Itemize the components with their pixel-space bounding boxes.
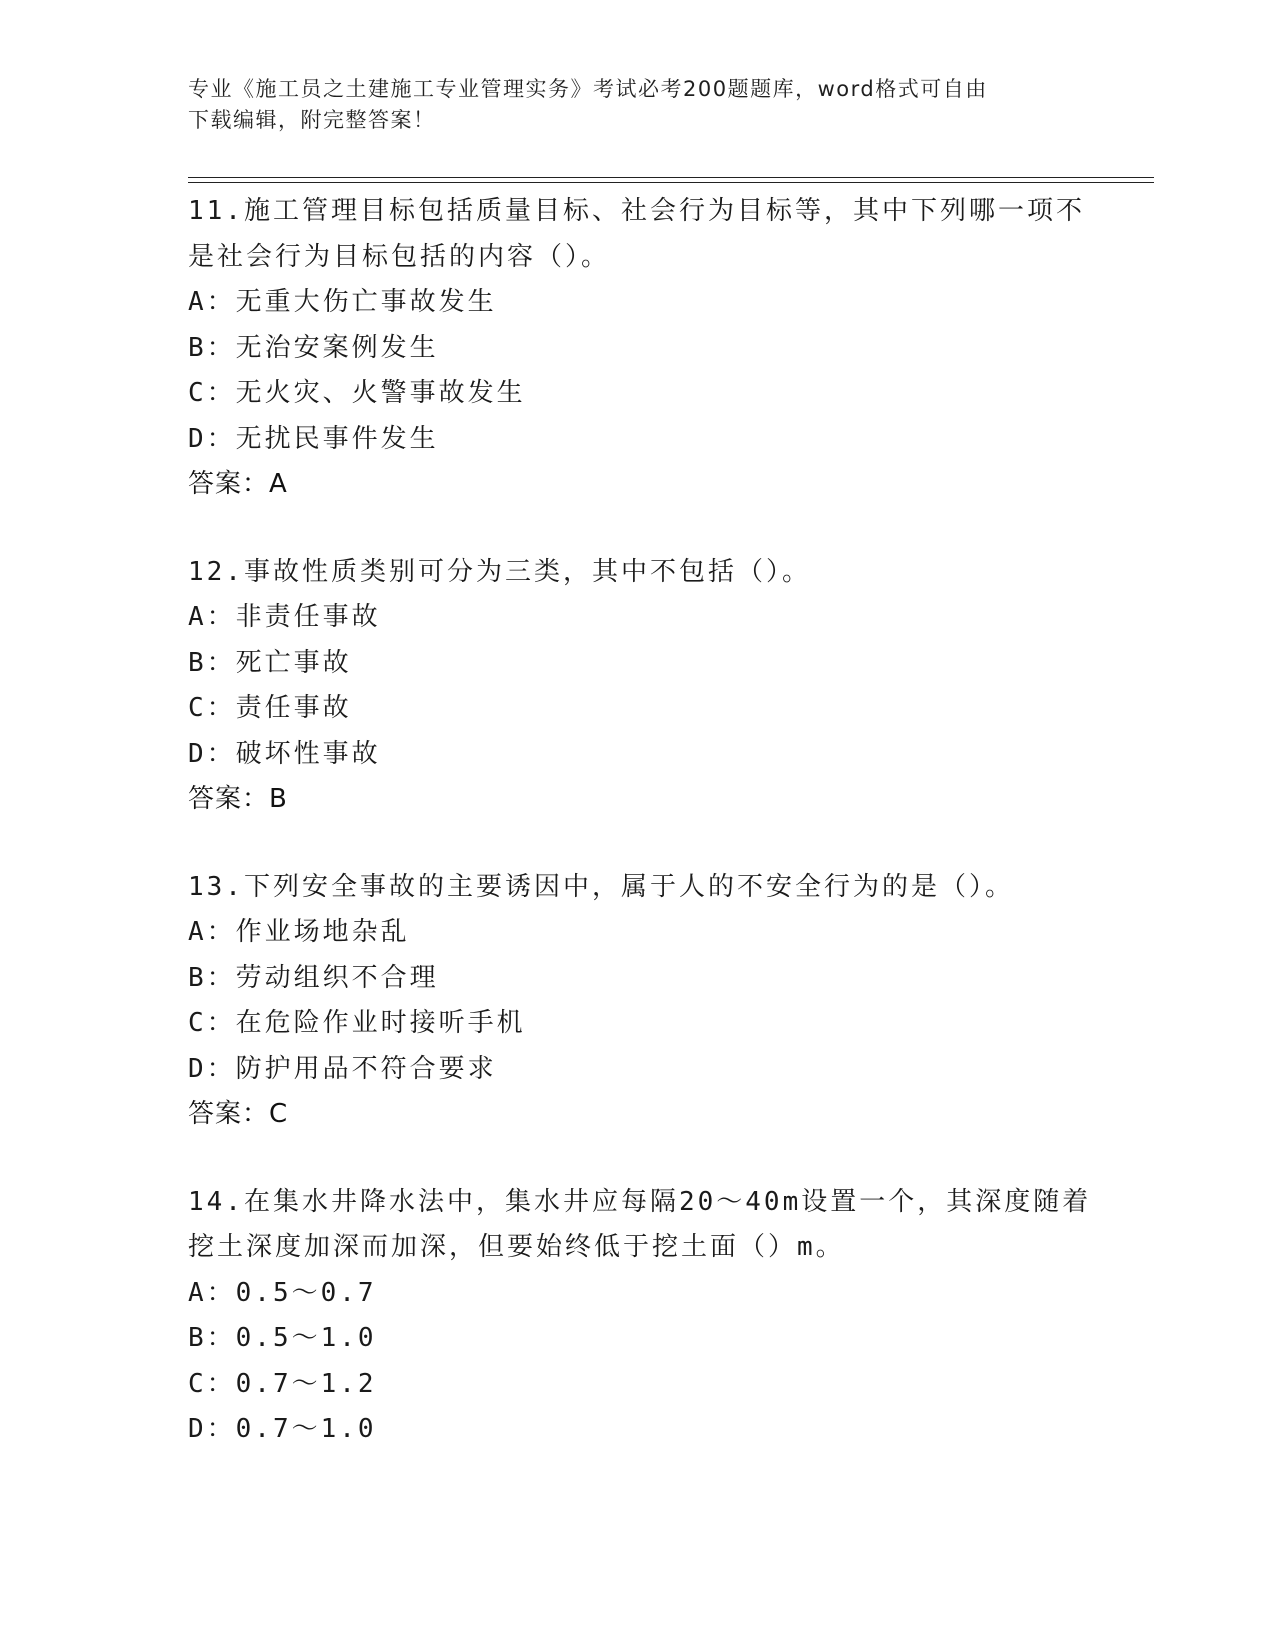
option-d: D：破坏性事故	[188, 738, 381, 769]
option-c: C：0.7～1.2	[188, 1368, 377, 1399]
question-stem-line: 挖土深度加深而加深，但要始终低于挖土面（）m。	[188, 1232, 845, 1262]
option-a: A：作业场地杂乱	[188, 917, 410, 947]
option-a: A：0.5～0.7	[188, 1277, 377, 1308]
question-stem-line: 13.下列安全事故的主要诱因中，属于人的不安全行为的是（）。	[188, 871, 1014, 902]
header-divider-bottom	[188, 182, 1154, 183]
option-c: C：在危险作业时接听手机	[188, 1008, 526, 1038]
document-header	[188, 74, 1068, 136]
header-line-2: 下载编辑，附完整答案！	[188, 108, 436, 132]
answer-line: 答案：B	[188, 784, 288, 814]
option-a: A：非责任事故	[188, 602, 381, 632]
answer-line: 答案：C	[188, 1099, 289, 1129]
option-b: B：劳动组织不合理	[188, 962, 439, 993]
question-stem-line: 11.施工管理目标包括质量目标、社会行为目标等，其中下列哪一项不	[188, 196, 1085, 226]
option-b: B：死亡事故	[188, 647, 352, 678]
option-b: B：0.5～1.0	[188, 1323, 377, 1353]
question-11	[188, 189, 1148, 508]
question-stem-line: 是社会行为目标包括的内容（）。	[188, 241, 611, 272]
option-a: A：无重大伤亡事故发生	[188, 287, 497, 317]
option-c: C：无火灾、火警事故发生	[188, 378, 526, 408]
question-stem-line: 12.事故性质类别可分为三类，其中不包括（）。	[188, 556, 811, 587]
answer-line: 答案：A	[188, 469, 288, 499]
option-c: C：责任事故	[188, 693, 352, 723]
header-divider-top	[188, 177, 1154, 178]
question-13	[188, 865, 1148, 1138]
option-b: B：无治安案例发生	[188, 332, 439, 363]
question-14	[188, 1180, 1148, 1453]
question-list	[188, 189, 1148, 1495]
option-d: D：防护用品不符合要求	[188, 1053, 497, 1084]
header-line-1: 专业《施工员之土建施工专业管理实务》考试必考200题题库，word格式可自由	[188, 77, 988, 101]
option-d: D：无扰民事件发生	[188, 423, 439, 454]
option-d: D：0.7～1.0	[188, 1414, 377, 1444]
question-stem-line: 14.在集水井降水法中，集水井应每隔20～40m设置一个，其深度随着	[188, 1186, 1092, 1217]
question-12	[188, 550, 1148, 823]
